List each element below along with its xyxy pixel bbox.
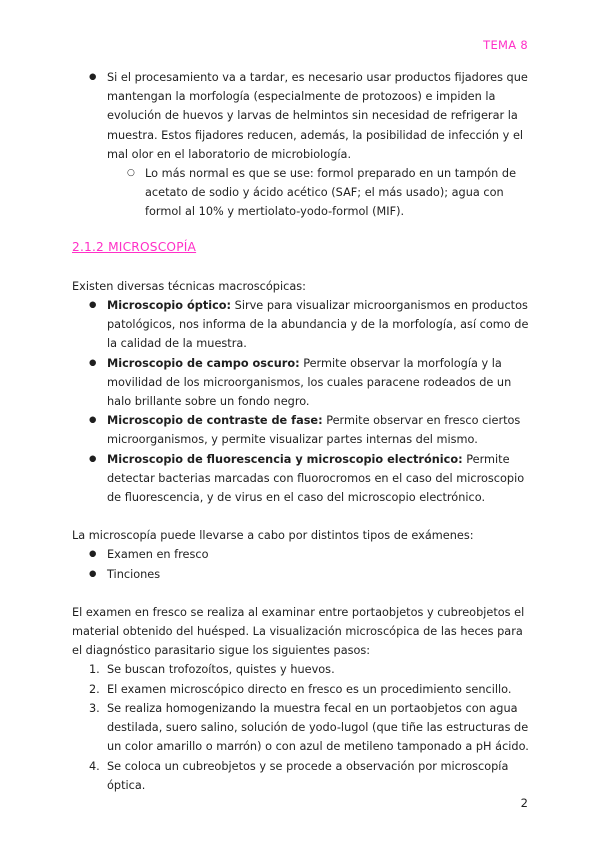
list-item bbox=[72, 296, 530, 354]
technique-term: Microscopio óptico: bbox=[107, 299, 232, 313]
step-text: Se realiza homogenizando la muestra fecal en un portaobjetos con agua destilada, suero salino, solución de yodo-lugol (que tiñe las estructuras de un color amarillo o marrón) o con azul de metileno tamponado a pH ácido. bbox=[107, 701, 529, 754]
step-number: 3. bbox=[89, 701, 100, 715]
step-text: Se coloca un cubreobjetos y se procede a observación por microscopía óptica. bbox=[107, 759, 509, 792]
header-topic: TEMA 8 bbox=[483, 38, 528, 52]
technique-description: Permite observar la morfología y la movilidad de los microorganismos, los cuales paracene rodeados de un halo brillante sobre un fondo negro. bbox=[107, 356, 512, 409]
step-number: 1. bbox=[89, 663, 100, 677]
list-item bbox=[72, 699, 530, 757]
technique-term: Microscopio de campo oscuro: bbox=[107, 356, 300, 370]
list-item bbox=[72, 757, 530, 795]
list-item bbox=[72, 411, 530, 449]
step-text: El examen microscópico directo en fresco es un procedimiento sencillo. bbox=[107, 682, 512, 696]
exams-list bbox=[72, 545, 530, 583]
intro-sub-bullet-list bbox=[72, 164, 530, 222]
fresh-exam-paragraph: El examen en fresco se realiza al examinar entre portaobjetos y cubreobjetos el material obtenido del huésped. La visualización microscópica de las heces para el diagnóstico parasitario sigue los siguientes pasos: bbox=[72, 605, 525, 658]
page-content bbox=[72, 68, 530, 795]
technique-description: Permite observar en fresco ciertos microorganismos, y permite visualizar partes internas del mismo. bbox=[107, 414, 521, 447]
list-item: ● Tinciones bbox=[72, 565, 530, 584]
intro-bullet-list bbox=[72, 68, 530, 164]
exams-intro: La microscopía puede llevarse a cabo por distintos tipos de exámenes: bbox=[72, 529, 474, 543]
section-heading: 2.1.2 MICROSCOPÍA bbox=[72, 239, 197, 254]
list-item: ● Examen en fresco bbox=[72, 545, 530, 564]
list-item: ○ Lo más normal es que se use: formol preparado en un tampón de acetato de sodio y ácido acético (SAF; el más usado); agua con formol al 10% y mertiolato-yodo-formol (MIF). bbox=[72, 164, 530, 222]
techniques-list bbox=[72, 296, 530, 507]
page-number: 2 bbox=[520, 796, 528, 810]
step-text: Se buscan trofozoítos, quistes y huevos. bbox=[107, 663, 335, 677]
technique-term: Microscopio de fluorescencia y microscopio electrónico: bbox=[107, 452, 463, 466]
technique-description: Sirve para visualizar microorganismos en productos patológicos, nos informa de la abundancia y de la morfología, así como de la calidad de la muestra. bbox=[107, 299, 529, 351]
step-number: 2. bbox=[89, 682, 100, 696]
list-item bbox=[72, 680, 530, 699]
technique-description: Permite detectar bacterias marcadas con fluorocromos en el caso del microscopio de fluorescencia, y de virus en el caso del microscopio electrónico. bbox=[107, 452, 525, 505]
step-number: 4. bbox=[89, 759, 100, 773]
techniques-intro: Existen diversas técnicas macroscópicas: bbox=[72, 279, 306, 293]
technique-term: Microscopio de contraste de fase: bbox=[107, 414, 323, 428]
list-item: ● Si el procesamiento va a tardar, es necesario usar productos fijadores que mantengan la morfología (especialmente de protozoos) e impiden la evolución de huevos y larvas de helmintos sin necesidad de refrigerar la muestra. Estos fijadores reducen, además, la posibilidad de infección y el mal olor en el laboratorio de microbiología. bbox=[72, 68, 530, 164]
list-item bbox=[72, 660, 530, 679]
list-item bbox=[72, 450, 530, 508]
list-item bbox=[72, 354, 530, 412]
steps-list bbox=[72, 660, 530, 794]
